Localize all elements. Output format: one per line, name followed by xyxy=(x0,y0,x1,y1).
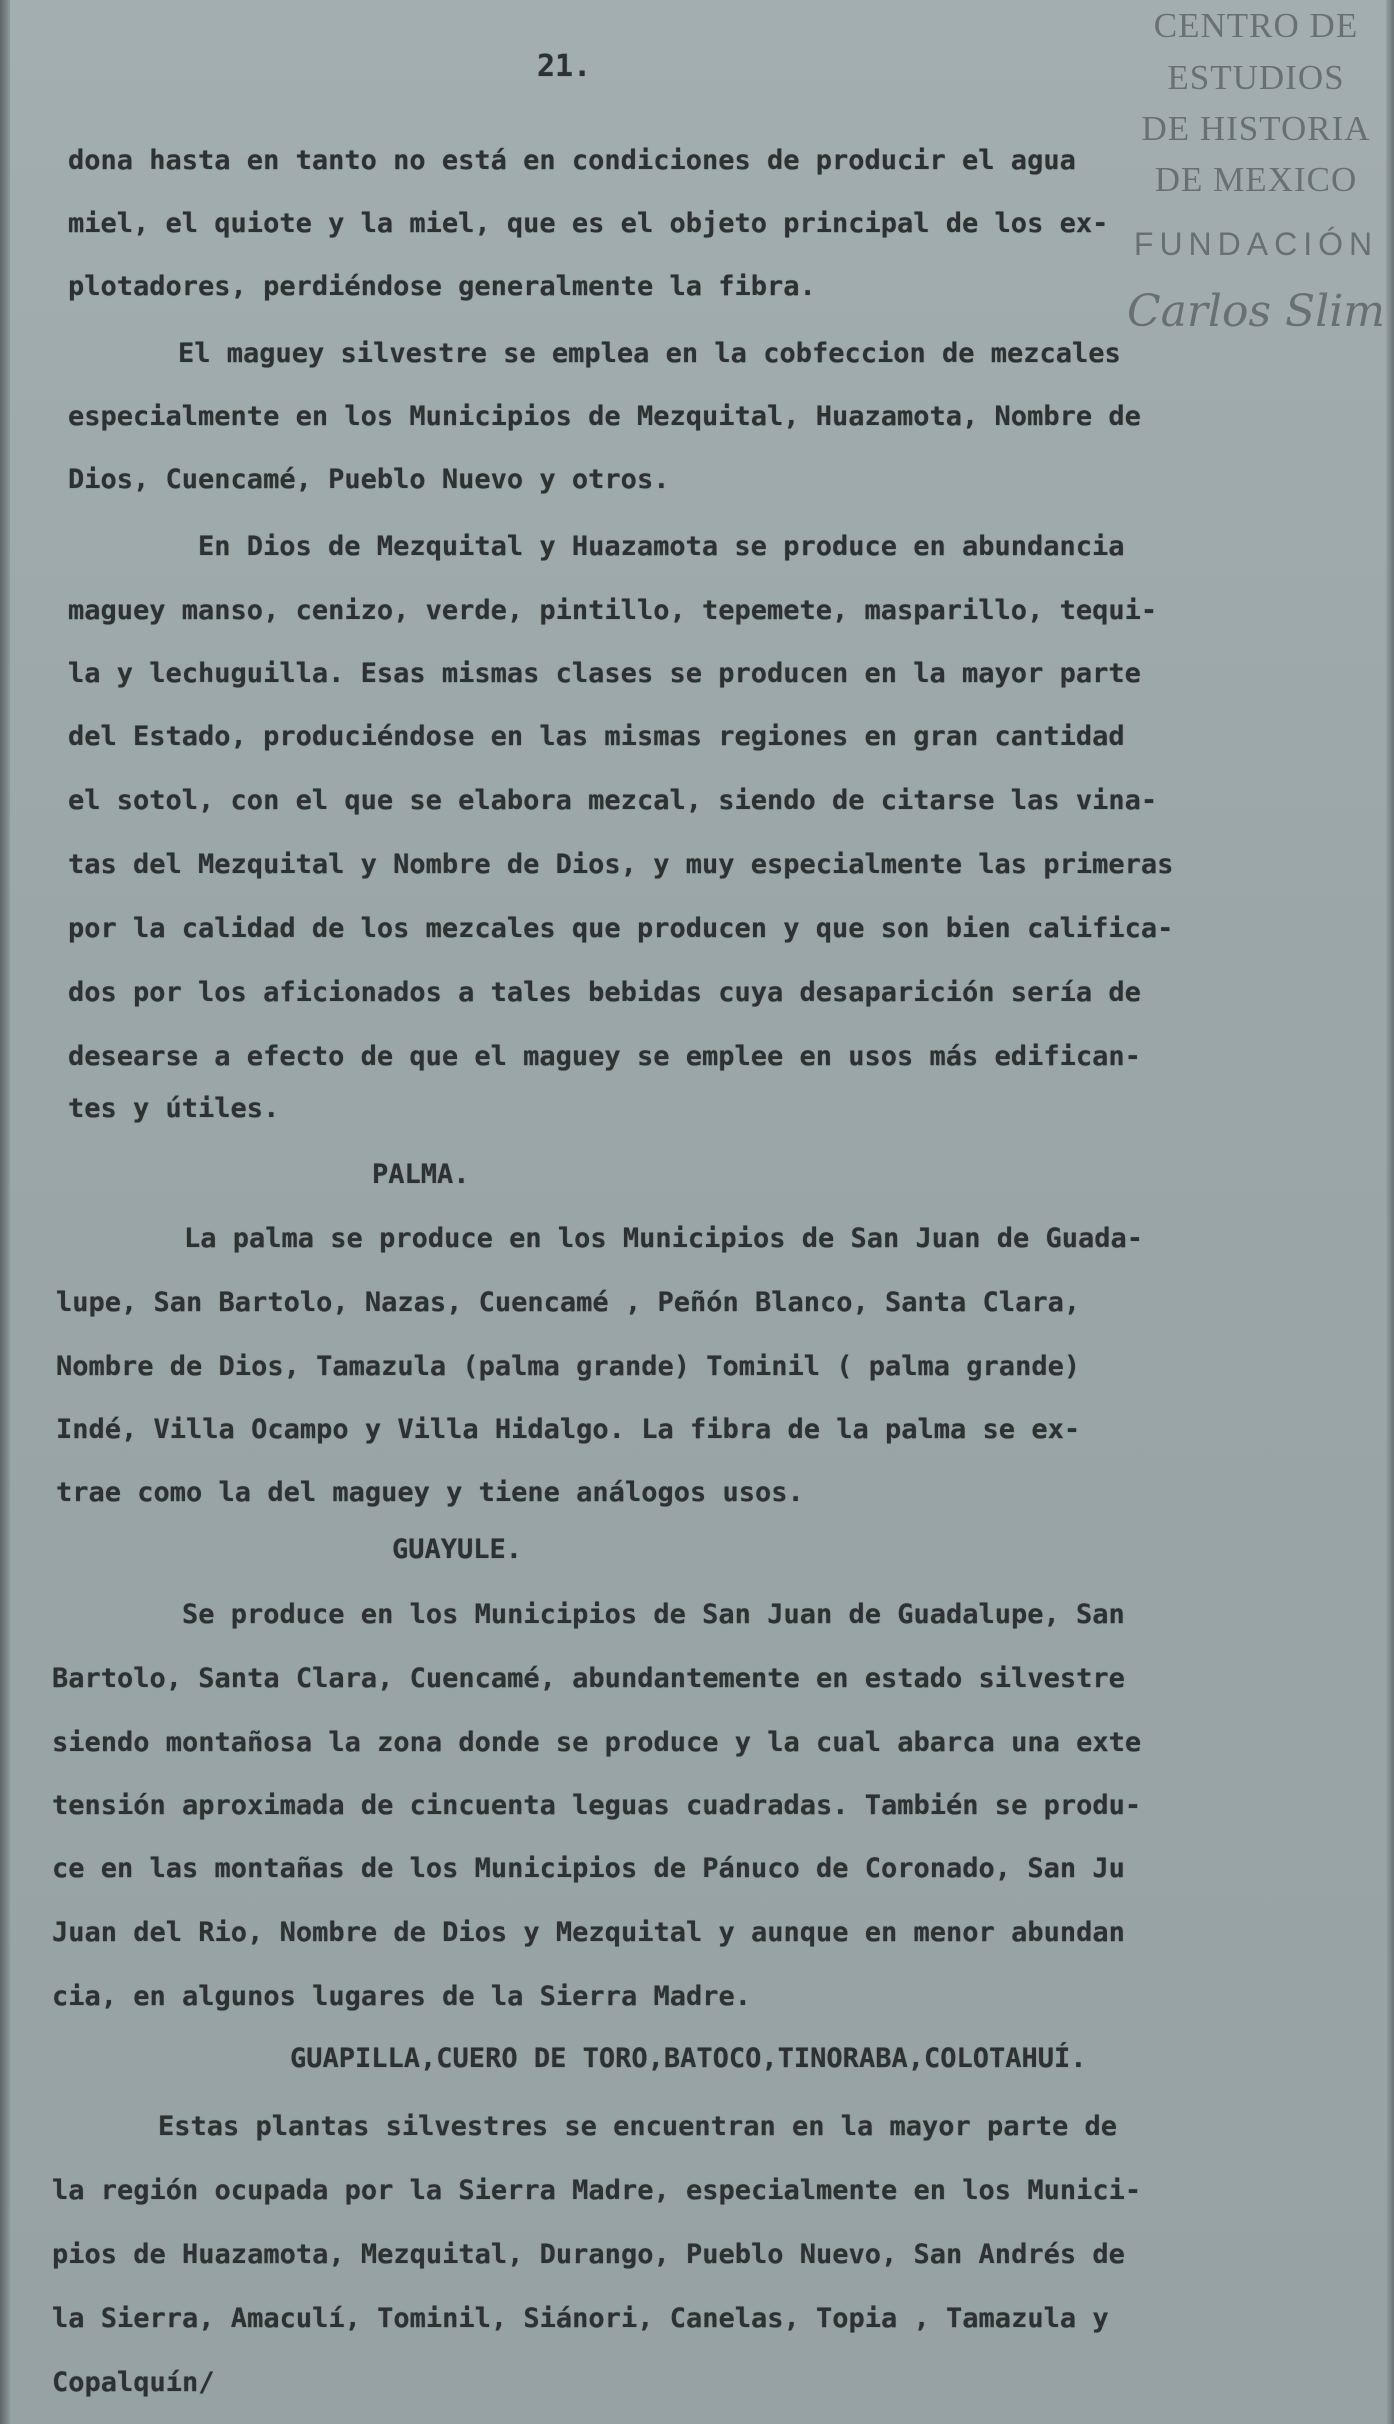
text-line: por la calidad de los mezcales que producen y que son bien califica- xyxy=(68,913,1174,944)
text-line: tes y útiles. xyxy=(68,1093,280,1124)
stamp-line: DE HISTORIA xyxy=(1141,109,1371,148)
stamp-signature: Carlos Slim xyxy=(1126,286,1386,337)
text-line: En Dios de Mezquital y Huazamota se produce en abundancia xyxy=(198,531,1125,562)
page-number: 21. xyxy=(537,49,592,84)
text-line: Indé, Villa Ocampo y Villa Hidalgo. La fibra de la palma se ex- xyxy=(56,1414,1081,1445)
text-line: Bartolo, Santa Clara, Cuencamé, abundantemente en estado silvestre xyxy=(52,1663,1125,1694)
text-line: la y lechuguilla. Esas mismas clases se producen en la mayor parte xyxy=(68,658,1141,689)
section-heading: GUAYULE. xyxy=(392,1534,523,1565)
text-line: El maguey silvestre se emplea en la cobfeccion de mezcales xyxy=(178,338,1121,369)
text-line: lupe, San Bartolo, Nazas, Cuencamé , Peñón Blanco, Santa Clara, xyxy=(56,1287,1081,1318)
text-line: Juan del Rio, Nombre de Dios y Mezquital y aunque en menor abundan xyxy=(52,1917,1125,1948)
text-line: Nombre de Dios, Tamazula (palma grande) Tominil ( palma grande) xyxy=(56,1351,1081,1382)
section-heading: GUAPILLA,CUERO DE TORO,BATOCO,TINORABA,COLOTAHUÍ. xyxy=(290,2043,1087,2074)
section-heading: PALMA. xyxy=(372,1159,470,1190)
text-line: La palma se produce en los Municipios de San Juan de Guada- xyxy=(184,1223,1144,1254)
text-line: desearse a efecto de que el maguey se emplee en usos más edifican- xyxy=(68,1041,1141,1072)
text-line: maguey manso, cenizo, verde, pintillo, tepemete, masparillo, tequi- xyxy=(68,595,1158,626)
text-line: Dios, Cuencamé, Pueblo Nuevo y otros. xyxy=(68,464,670,495)
stamp-line: ESTUDIOS xyxy=(1167,58,1345,97)
stamp-foundation: FUNDACIÓN xyxy=(1133,226,1379,262)
text-line: Se produce en los Municipios de San Juan de Guadalupe, San xyxy=(182,1599,1125,1630)
text-line: tas del Mezquital y Nombre de Dios, y muy especialmente las primeras xyxy=(68,849,1174,880)
text-line: la Sierra, Amaculí, Tominil, Siánori, Canelas, Topia , Tamazula y xyxy=(52,2303,1109,2334)
text-line: la región ocupada por la Sierra Madre, especialmente en los Munici- xyxy=(52,2175,1142,2206)
text-line: ce en las montañas de los Municipios de Pánuco de Coronado, San Ju xyxy=(52,1853,1125,1884)
text-line: especialmente en los Municipios de Mezquital, Huazamota, Nombre de xyxy=(68,401,1141,432)
stamp-line: CENTRO DE xyxy=(1153,6,1359,45)
text-line: Estas plantas silvestres se encuentran en la mayor parte de xyxy=(158,2111,1118,2142)
text-line: Copalquín/ xyxy=(52,2367,215,2398)
stamp-line: DE MEXICO xyxy=(1154,160,1358,199)
text-line: plotadores, perdiéndose generalmente la fibra. xyxy=(68,271,816,302)
text-line: trae como la del maguey y tiene análogos usos. xyxy=(56,1477,804,1508)
text-line: miel, el quiote y la miel, que es el objeto principal de los ex- xyxy=(68,208,1109,239)
text-line: el sotol, con el que se elabora mezcal, siendo de citarse las vina- xyxy=(68,785,1158,816)
text-line: del Estado, produciéndose en las mismas regiones en gran cantidad xyxy=(68,721,1125,752)
text-line: siendo montañosa la zona donde se produce y la cual abarca una exte xyxy=(52,1727,1142,1758)
text-line: cia, en algunos lugares de la Sierra Madre. xyxy=(52,1981,751,2012)
text-line: tensión aproximada de cincuenta leguas cuadradas. También se produ- xyxy=(52,1790,1142,1821)
text-line: dona hasta en tanto no está en condiciones de producir el agua xyxy=(68,145,1076,176)
text-line: dos por los aficionados a tales bebidas cuya desaparición sería de xyxy=(68,977,1141,1008)
text-line: pios de Huazamota, Mezquital, Durango, Pueblo Nuevo, San Andrés de xyxy=(52,2239,1125,2270)
